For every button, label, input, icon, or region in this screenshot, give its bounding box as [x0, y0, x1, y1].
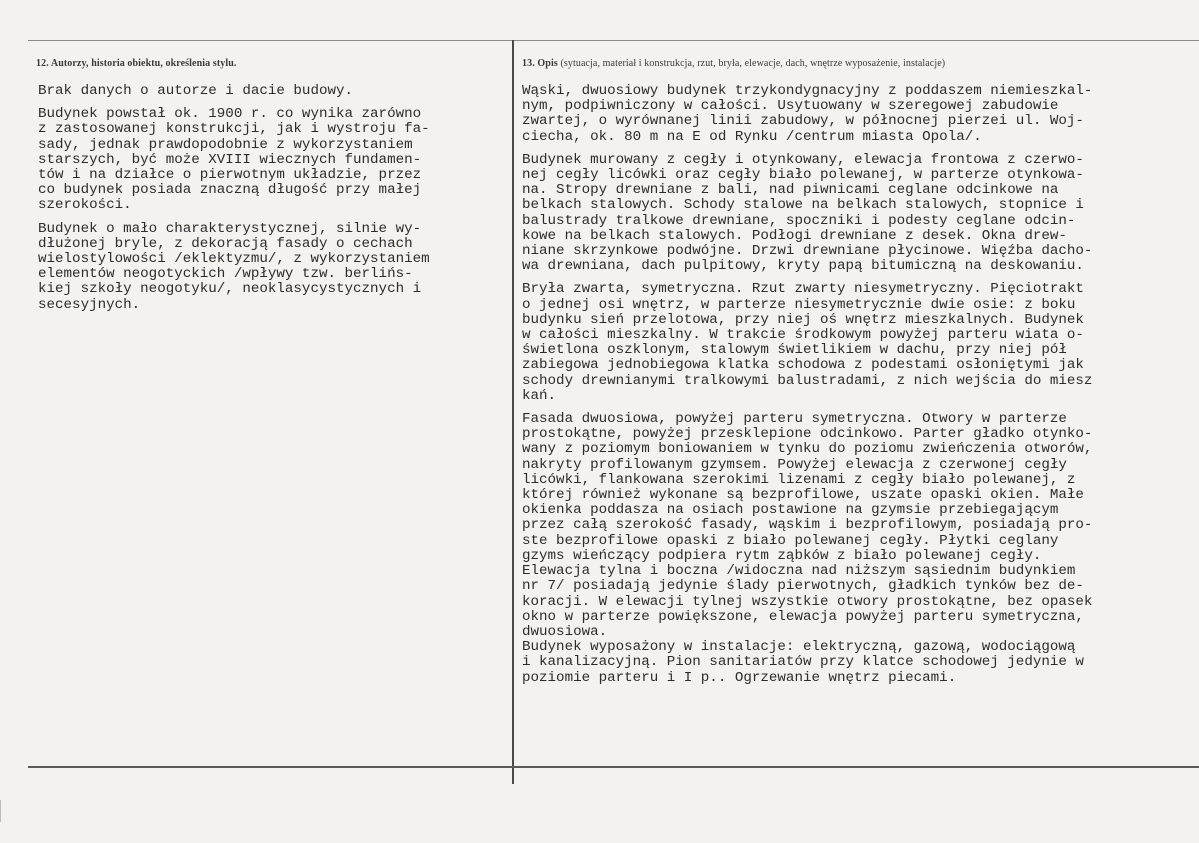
section-12-text-line: secesyjnych.	[38, 296, 141, 313]
section-13-text-line: w całości mieszkalny. W trakcie środkowym powyżej parteru wiata o-	[522, 327, 1084, 344]
section-12-text-line: elementów neogotyckich /wpływy tzw. berlińs-	[38, 266, 413, 283]
section-12-text-line: Budynek o mało charakterystycznej, silnie wy-	[38, 220, 422, 237]
section-13-paragraph	[522, 153, 1198, 275]
section-13-title: Opis	[537, 58, 558, 69]
section-13-text-line: na. Stropy drewniane z bali, nad piwnicami ceglane odcinkowe na	[522, 182, 1059, 199]
section-13-text-line: koracji. W elewacji tylnej wszystkie otwory prostokątne, bez opasek	[522, 593, 1093, 610]
section-13-text-line: dwuosiowa.	[522, 623, 608, 640]
section-13-text-line: budynku sień przelotowa, przy niej oś wnętrz mieszkalnych. Budynek	[522, 311, 1084, 328]
section-12-paragraph	[38, 222, 500, 313]
section-12-text-line: kiej szkoły neogotyku/, neoklasycystycznych i	[38, 281, 422, 298]
section-12-text-line: starszych, być może XVIII wiecznych fundamen-	[38, 151, 422, 168]
section-13-text-line: świetlona oszklonym, stalowym świetlikiem w dachu, przy niej pół	[522, 342, 1067, 359]
section-12-text-line: z zastosowanej konstrukcji, jak i wystroju fa-	[38, 121, 430, 138]
section-12-text-line: dłużonej bryle, z dekoracją fasady o cechach	[38, 235, 413, 252]
section-13-paragraph	[522, 282, 1198, 404]
section-12-number: 12.	[36, 58, 49, 69]
section-12-text-line: Brak danych o autorze i dacie budowy.	[38, 83, 354, 99]
section-12-text-line: tów i na działce o pierwotnym układzie, przez	[38, 167, 422, 184]
section-13-text-line: nakryty profilowanym gzymsem. Powyżej elewacja z czerwonej cegły	[522, 456, 1067, 473]
section-13-text-line: prostokątne, powyżej przesklepione odcinkowo. Parter gładko otynko-	[522, 426, 1093, 443]
section-13-body	[522, 84, 1198, 694]
section-12-paragraph	[38, 107, 500, 213]
section-13-text-line: zwartej, o wyrównanej linii zabudowy, w północnej pierzei ul. Woj-	[522, 113, 1084, 130]
section-13-text-line: poziomie parteru i I p.. Ogrzewanie wnętrz piecami.	[522, 669, 957, 686]
section-13-text-line: nr 7/ posiadają jedynie ślady pierwotnych, gładkich tynków bez de-	[522, 578, 1084, 595]
section-13-text-line: której również wykonane są bezprofilowe, uszate opaski okien. Małe	[522, 487, 1084, 504]
section-13-text-line: wa drewniana, dach pulpitowy, kryty papą bitumiczną na deskowaniu.	[522, 258, 1084, 275]
section-13-text-line: kowe na belkach stalowych. Podłogi drewniane z desek. Okna drew-	[522, 227, 1067, 244]
section-13-text-line: wany z poziomym boniowaniem w tynku do poziomu zwieńczenia otworów,	[522, 441, 1093, 458]
section-13-text-line: belkach stalowych. Schody stalowe na belkach stalowych, stopnice i	[522, 197, 1084, 214]
section-13-text-line: okienka poddasza na osiach postawione na gzymsie przebiegającym	[522, 502, 1059, 519]
edge-mark	[0, 800, 9, 822]
section-13-text-line: okno w parterze powiększone, elewacja powyżej parteru symetryczna,	[522, 608, 1084, 625]
section-12-body	[38, 84, 500, 321]
section-12-text-line: wielostylowości /eklektyzmu/, z wykorzystaniem	[38, 251, 430, 268]
section-12-text-line: sady, jednak prawdopodobnie z wykorzystaniem	[38, 136, 413, 153]
section-13-text-line: i kanalizacyjną. Pion sanitariatów przy klatce schodowej jedynie w	[522, 654, 1084, 671]
section-13-text-line: nym, podpiwniczony w całości. Usytuowany w szeregowej zabudowie	[522, 98, 1059, 115]
section-13-description: (sytuacja, materiał i konstrukcja, rzut, bryła, elewacje, dach, wnętrze wyposażenie, instalacje)	[560, 58, 946, 69]
section-13-text-line: o jednej osi wnętrz, w parterze niesymetrycznie dwie osie: z boku	[522, 296, 1076, 313]
column-divider	[512, 40, 514, 784]
section-13-text-line: zabiegowa jednobiegowa klatka schodowa z podestami osłoniętymi jak	[522, 357, 1084, 374]
section-13-text-line: ciecha, ok. 80 m na E od Rynku /centrum miasta Opola/.	[522, 128, 982, 145]
form-top-rule	[28, 40, 1199, 41]
section-13-text-line: Bryła zwarta, symetryczna. Rzut zwarty niesymetryczny. Pięciotrakt	[522, 281, 1084, 298]
section-13-text-line: nej cegły licówki oraz cegły biało polewanej, w parterze otynkowa-	[522, 167, 1084, 184]
section-13-text-line: niane skrzynkowe podwójne. Drzwi drewniane płycinowe. Więźba dacho-	[522, 243, 1093, 260]
section-13-text-line: balustrady tralkowe drewniane, spoczniki i podesty ceglane odcin-	[522, 212, 1076, 229]
section-13-number: 13.	[522, 58, 535, 69]
section-13-text-line: licówki, flankowana szerokimi lizenami z cegły biało polewanej, z	[522, 471, 1076, 488]
section-13-text-line: gzyms wieńczący podpiera rytm ząbków z biało polewanej cegły.	[522, 547, 1042, 564]
section-13-text-line: Elewacja tylna i boczna /widoczna nad niższym sąsiednim budynkiem	[522, 563, 1076, 580]
section-13-text-line: Budynek murowany z cegły i otynkowany, elewacja frontowa z czerwo-	[522, 151, 1084, 168]
form-bottom-rule	[28, 766, 1199, 768]
section-12-header	[36, 58, 237, 69]
section-12-text-line: Budynek powstał ok. 1900 r. co wynika zarówno	[38, 106, 422, 123]
section-13-header	[522, 58, 945, 69]
section-12-text-line: co budynek posiada znaczną długość przy małej	[38, 182, 422, 199]
section-13-text-line: przez całą szerokość fasady, wąskim i bezprofilowym, posiadają pro-	[522, 517, 1093, 534]
section-12-paragraph	[38, 84, 500, 99]
section-13-text-line: kań.	[522, 387, 557, 404]
section-13-text-line: Wąski, dwuosiowy budynek trzykondygnacyjny z poddaszem niemieszkal-	[522, 83, 1093, 99]
section-13-text-line: Budynek wyposażony w instalacje: elektryczną, gazową, wodociągową	[522, 639, 1076, 656]
section-13-text-line: Fasada dwuosiowa, powyżej parteru symetryczna. Otwory w parterze	[522, 411, 1067, 428]
section-13-paragraph	[522, 412, 1198, 686]
section-12-text-line: szerokości.	[38, 197, 132, 214]
section-13-text-line: ste bezprofilowe opaski z biało polewanej cegły. Płytki ceglany	[522, 532, 1059, 549]
section-13-paragraph	[522, 84, 1198, 145]
section-12-title: Autorzy, historia obiektu, określenia stylu.	[50, 58, 237, 69]
section-13-text-line: schody drewnianymi tralkowymi balustradami, z nich wejścia do miesz	[522, 372, 1093, 389]
